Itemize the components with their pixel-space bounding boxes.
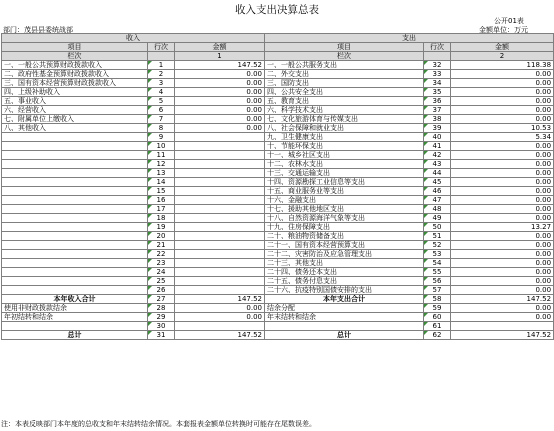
expense-amount-cell[interactable]: 118.38 [451, 61, 554, 70]
expense-amount-cell[interactable]: 0.00 [451, 277, 554, 286]
income-item-cell[interactable] [2, 196, 148, 205]
income-amount-cell[interactable] [175, 205, 265, 214]
table-row [2, 268, 554, 277]
expense-amount-cell[interactable]: 0.00 [451, 313, 554, 322]
income-expense-table [1, 33, 554, 340]
table-row [2, 169, 554, 178]
income-item-cell[interactable] [2, 142, 148, 151]
expense-item-cell[interactable]: 二十四、债务还本支出 [265, 268, 424, 277]
income-lineno-cell[interactable]: 24 [148, 268, 175, 277]
expense-lineno-cell[interactable]: 58 [424, 295, 451, 304]
income-amount-cell[interactable] [175, 250, 265, 259]
income-lineno-cell[interactable]: 3 [148, 79, 175, 88]
expense-lineno-cell[interactable]: 50 [424, 223, 451, 232]
income-amount-cell[interactable] [175, 259, 265, 268]
table-row [2, 295, 554, 304]
expense-item-cell[interactable]: 二十、粮油物资储备支出 [265, 232, 424, 241]
expense-amount-cell[interactable]: 0.00 [451, 241, 554, 250]
income-lineno-cell[interactable]: 13 [148, 169, 175, 178]
income-amount-cell[interactable]: 0.00 [175, 304, 265, 313]
income-lanci-label[interactable]: 栏次 [2, 52, 148, 61]
income-item-cell[interactable] [2, 205, 148, 214]
expense-lanci-label[interactable]: 栏次 [265, 52, 424, 61]
income-amount-cell[interactable]: 147.52 [175, 295, 265, 304]
table-row [2, 286, 554, 295]
expense-item-cell[interactable]: 十五、商业服务业等支出 [265, 187, 424, 196]
expense-lineno-cell[interactable]: 40 [424, 133, 451, 142]
table-row [2, 115, 554, 124]
expense-item-cell[interactable]: 年末结转和结余 [265, 313, 424, 322]
expense-item-cell[interactable]: 六、科学技术支出 [265, 106, 424, 115]
expense-lineno-cell[interactable]: 47 [424, 196, 451, 205]
income-lineno-header[interactable]: 行次 [148, 43, 175, 52]
income-lineno-cell[interactable]: 22 [148, 250, 175, 259]
expense-lineno-cell[interactable]: 46 [424, 187, 451, 196]
expense-item-cell[interactable]: 二十六、抗疫特别国债安排的支出 [265, 286, 424, 295]
table-row [2, 151, 554, 160]
income-lineno-cell[interactable]: 21 [148, 241, 175, 250]
table-row [2, 250, 554, 259]
income-item-cell[interactable]: 使用非财政拨款结余 [2, 304, 148, 313]
table-row [2, 106, 554, 115]
income-item-cell[interactable] [2, 268, 148, 277]
income-lineno-cell[interactable]: 17 [148, 205, 175, 214]
table-row [2, 196, 554, 205]
income-lineno-cell[interactable]: 2 [148, 70, 175, 79]
expense-amount-cell[interactable]: 0.00 [451, 115, 554, 124]
income-lineno-cell[interactable]: 19 [148, 223, 175, 232]
expense-lineno-cell[interactable]: 61 [424, 322, 451, 331]
income-lineno-cell[interactable]: 6 [148, 106, 175, 115]
income-item-cell[interactable] [2, 214, 148, 223]
expense-amount-cell[interactable]: 0.00 [451, 106, 554, 115]
expense-amount-cell[interactable]: 147.52 [451, 331, 554, 340]
income-amount-cell[interactable]: 147.52 [175, 331, 265, 340]
expense-lineno-cell[interactable]: 52 [424, 241, 451, 250]
table-row [2, 160, 554, 169]
table-row [2, 133, 554, 142]
income-amount-cell[interactable] [175, 169, 265, 178]
income-lineno-cell[interactable]: 16 [148, 196, 175, 205]
table-row [2, 124, 554, 133]
department-name: 茂县县委统战部 [24, 26, 73, 34]
expense-item-cell[interactable]: 二十二、灾害防治及应急管理支出 [265, 250, 424, 259]
expense-amount-cell[interactable] [451, 322, 554, 331]
expense-item-cell[interactable]: 二十五、债务付息支出 [265, 277, 424, 286]
expense-amount-cell[interactable]: 13.27 [451, 223, 554, 232]
income-amount-cell[interactable] [175, 196, 265, 205]
expense-amount-cell[interactable]: 0.00 [451, 196, 554, 205]
table-row [2, 223, 554, 232]
expense-lineno-cell[interactable]: 57 [424, 286, 451, 295]
expense-amount-cell[interactable]: 0.00 [451, 70, 554, 79]
income-lineno-cell[interactable]: 28 [148, 304, 175, 313]
expense-item-cell[interactable]: 十九、住房保障支出 [265, 223, 424, 232]
income-lanci-blank[interactable] [148, 52, 175, 61]
expense-lineno-cell[interactable]: 37 [424, 106, 451, 115]
income-item-cell[interactable] [2, 133, 148, 142]
expense-item-cell[interactable] [265, 322, 424, 331]
income-item-cell[interactable] [2, 250, 148, 259]
income-lineno-cell[interactable]: 14 [148, 178, 175, 187]
expense-lineno-cell[interactable]: 33 [424, 70, 451, 79]
expense-item-header[interactable]: 项目 [265, 43, 424, 52]
income-amount-cell[interactable] [175, 232, 265, 241]
expense-amount-cell[interactable]: 10.53 [451, 124, 554, 133]
expense-item-cell[interactable]: 本年支出合计 [265, 295, 424, 304]
income-item-cell[interactable] [2, 286, 148, 295]
table-row [2, 187, 554, 196]
table-row [2, 232, 554, 241]
income-item-cell[interactable]: 七、附属单位上缴收入 [2, 115, 148, 124]
table-row [2, 241, 554, 250]
expense-lineno-cell[interactable]: 32 [424, 61, 451, 70]
expense-item-cell[interactable]: 十四、资源勘探工业信息等支出 [265, 178, 424, 187]
expense-item-cell[interactable]: 二、外交支出 [265, 70, 424, 79]
expense-amount-cell[interactable]: 147.52 [451, 295, 554, 304]
income-lineno-cell[interactable]: 9 [148, 133, 175, 142]
income-lineno-cell[interactable]: 4 [148, 88, 175, 97]
expense-item-cell[interactable]: 七、文化旅游体育与传媒支出 [265, 115, 424, 124]
income-item-header[interactable]: 项目 [2, 43, 148, 52]
income-amount-cell[interactable] [175, 322, 265, 331]
expense-item-cell[interactable]: 十七、援助其他地区支出 [265, 205, 424, 214]
income-item-cell[interactable]: 四、上级补助收入 [2, 88, 148, 97]
income-item-cell[interactable]: 二、政府性基金预算财政拨款收入 [2, 70, 148, 79]
expense-item-cell[interactable]: 十、节能环保支出 [265, 142, 424, 151]
income-lineno-cell[interactable]: 27 [148, 295, 175, 304]
income-amount-cell[interactable] [175, 241, 265, 250]
income-amount-cell[interactable] [175, 142, 265, 151]
table-row [2, 313, 554, 322]
income-lineno-cell[interactable]: 29 [148, 313, 175, 322]
expense-item-cell[interactable]: 十八、自然资源海洋气象等支出 [265, 214, 424, 223]
expense-amount-cell[interactable]: 0.00 [451, 268, 554, 277]
table-row [2, 322, 554, 331]
table-row [2, 331, 554, 340]
expense-lineno-cell[interactable]: 34 [424, 79, 451, 88]
expense-item-cell[interactable]: 总计 [265, 331, 424, 340]
income-item-cell[interactable]: 五、事业收入 [2, 97, 148, 106]
expense-amount-cell[interactable]: 0.00 [451, 151, 554, 160]
income-amount-cell[interactable] [175, 187, 265, 196]
table-row [2, 259, 554, 268]
income-lineno-cell[interactable]: 30 [148, 322, 175, 331]
expense-amount-cell[interactable]: 0.00 [451, 232, 554, 241]
income-item-cell[interactable] [2, 322, 148, 331]
income-amount-cell[interactable] [175, 286, 265, 295]
expense-lineno-cell[interactable]: 38 [424, 115, 451, 124]
income-item-cell[interactable]: 六、经营收入 [2, 106, 148, 115]
expense-lineno-cell[interactable]: 39 [424, 124, 451, 133]
expense-amount-cell[interactable]: 0.00 [451, 250, 554, 259]
expense-item-cell[interactable]: 九、卫生健康支出 [265, 133, 424, 142]
income-lineno-cell[interactable]: 31 [148, 331, 175, 340]
expense-lineno-cell[interactable]: 48 [424, 205, 451, 214]
expense-amount-cell[interactable]: 0.00 [451, 205, 554, 214]
expense-item-cell[interactable]: 二十三、其他支出 [265, 259, 424, 268]
amount-unit: 金额单位：万元 [479, 26, 528, 34]
income-lineno-cell[interactable]: 8 [148, 124, 175, 133]
income-item-cell[interactable]: 总计 [2, 331, 148, 340]
form-code: 公开01表 [494, 17, 524, 25]
income-amount-cell[interactable] [175, 268, 265, 277]
expense-item-cell[interactable]: 三、国防支出 [265, 79, 424, 88]
expense-amount-cell[interactable]: 0.00 [451, 88, 554, 97]
income-item-cell[interactable]: 年初结转和结余 [2, 313, 148, 322]
expense-lineno-cell[interactable]: 41 [424, 142, 451, 151]
expense-lineno-cell[interactable]: 36 [424, 97, 451, 106]
income-lineno-cell[interactable]: 10 [148, 142, 175, 151]
income-lineno-cell[interactable]: 1 [148, 61, 175, 70]
income-lineno-cell[interactable]: 5 [148, 97, 175, 106]
expense-amount-cell[interactable]: 0.00 [451, 214, 554, 223]
income-lineno-cell[interactable]: 15 [148, 187, 175, 196]
expense-item-cell[interactable]: 八、社会保障和就业支出 [265, 124, 424, 133]
expense-lineno-cell[interactable]: 55 [424, 268, 451, 277]
income-amount-cell[interactable]: 0.00 [175, 115, 265, 124]
expense-amount-cell[interactable]: 0.00 [451, 259, 554, 268]
expense-lineno-cell[interactable]: 42 [424, 151, 451, 160]
header-row-lanci [2, 52, 554, 61]
expense-col-number[interactable]: 2 [451, 52, 554, 61]
expense-item-cell[interactable]: 十三、交通运输支出 [265, 169, 424, 178]
table-row [2, 178, 554, 187]
income-item-cell[interactable] [2, 187, 148, 196]
income-item-cell[interactable] [2, 151, 148, 160]
expense-item-cell[interactable]: 一、一般公共服务支出 [265, 61, 424, 70]
income-amount-cell[interactable] [175, 151, 265, 160]
income-amount-cell[interactable] [175, 178, 265, 187]
expense-header[interactable]: 支出 [265, 34, 554, 43]
income-item-cell[interactable]: 三、国有资本经营预算财政拨款收入 [2, 79, 148, 88]
expense-lineno-header[interactable]: 行次 [424, 43, 451, 52]
table-row [2, 97, 554, 106]
expense-item-cell[interactable]: 二十一、国有资本经营预算支出 [265, 241, 424, 250]
header-row-section [2, 34, 554, 43]
income-lineno-cell[interactable]: 20 [148, 232, 175, 241]
expense-lineno-cell[interactable]: 60 [424, 313, 451, 322]
income-item-cell[interactable] [2, 259, 148, 268]
expense-amount-cell[interactable]: 0.00 [451, 169, 554, 178]
expense-lanci-blank[interactable] [424, 52, 451, 61]
income-amount-cell[interactable]: 0.00 [175, 124, 265, 133]
expense-lineno-cell[interactable]: 62 [424, 331, 451, 340]
expense-lineno-cell[interactable]: 54 [424, 259, 451, 268]
page-title: 收入支出决算总表 [235, 4, 319, 16]
expense-item-cell[interactable]: 五、教育支出 [265, 97, 424, 106]
expense-item-cell[interactable]: 四、公共安全支出 [265, 88, 424, 97]
income-item-cell[interactable] [2, 178, 148, 187]
header-row-columns [2, 43, 554, 52]
expense-item-cell[interactable]: 结余分配 [265, 304, 424, 313]
table-row [2, 61, 554, 70]
income-item-cell[interactable]: 本年收入合计 [2, 295, 148, 304]
income-lineno-cell[interactable]: 7 [148, 115, 175, 124]
expense-lineno-cell[interactable]: 49 [424, 214, 451, 223]
table-row [2, 70, 554, 79]
expense-item-cell[interactable]: 十一、城乡社区支出 [265, 151, 424, 160]
table-row [2, 304, 554, 313]
income-amount-cell[interactable] [175, 223, 265, 232]
expense-amount-cell[interactable]: 0.00 [451, 304, 554, 313]
table-row [2, 277, 554, 286]
expense-lineno-cell[interactable]: 51 [424, 232, 451, 241]
income-item-cell[interactable] [2, 232, 148, 241]
table-row [2, 79, 554, 88]
income-amount-cell[interactable] [175, 133, 265, 142]
expense-lineno-cell[interactable]: 59 [424, 304, 451, 313]
expense-amount-cell[interactable]: 0.00 [451, 97, 554, 106]
income-col-number[interactable]: 1 [175, 52, 265, 61]
income-amount-cell[interactable] [175, 160, 265, 169]
income-lineno-cell[interactable]: 26 [148, 286, 175, 295]
expense-amount-cell[interactable]: 0.00 [451, 286, 554, 295]
expense-lineno-cell[interactable]: 35 [424, 88, 451, 97]
income-lineno-cell[interactable]: 23 [148, 259, 175, 268]
income-amount-cell[interactable] [175, 214, 265, 223]
income-amount-header[interactable]: 金额 [175, 43, 265, 52]
expense-lineno-cell[interactable]: 43 [424, 160, 451, 169]
income-amount-cell[interactable]: 147.52 [175, 61, 265, 70]
income-amount-cell[interactable]: 0.00 [175, 79, 265, 88]
expense-lineno-cell[interactable]: 44 [424, 169, 451, 178]
income-item-cell[interactable] [2, 277, 148, 286]
income-item-cell[interactable] [2, 223, 148, 232]
income-header[interactable]: 收入 [2, 34, 265, 43]
income-item-cell[interactable]: 一、一般公共预算财政拨款收入 [2, 61, 148, 70]
table-row [2, 214, 554, 223]
income-item-cell[interactable] [2, 241, 148, 250]
expense-lineno-cell[interactable]: 56 [424, 277, 451, 286]
expense-amount-cell[interactable]: 0.00 [451, 160, 554, 169]
expense-item-cell[interactable]: 十二、农林水支出 [265, 160, 424, 169]
income-item-cell[interactable]: 八、其他收入 [2, 124, 148, 133]
expense-item-cell[interactable]: 十六、金融支出 [265, 196, 424, 205]
income-amount-cell[interactable] [175, 277, 265, 286]
footnote: 注：本表反映部门本年度的总收支和年末结转结余情况。本套报表金额单位转换时可能存在尾数误差。 [1, 420, 316, 428]
income-lineno-cell[interactable]: 12 [148, 160, 175, 169]
income-lineno-cell[interactable]: 11 [148, 151, 175, 160]
table-row [2, 142, 554, 151]
table-row [2, 205, 554, 214]
table-row [2, 88, 554, 97]
expense-lineno-cell[interactable]: 53 [424, 250, 451, 259]
income-amount-cell[interactable]: 0.00 [175, 88, 265, 97]
expense-amount-cell[interactable]: 0.00 [451, 79, 554, 88]
income-amount-cell[interactable]: 0.00 [175, 70, 265, 79]
income-item-cell[interactable] [2, 169, 148, 178]
income-amount-cell[interactable]: 0.00 [175, 97, 265, 106]
income-lineno-cell[interactable]: 18 [148, 214, 175, 223]
income-amount-cell[interactable]: 0.00 [175, 106, 265, 115]
expense-amount-cell[interactable]: 5.34 [451, 133, 554, 142]
department-label: 部门： [3, 26, 24, 34]
expense-amount-cell[interactable]: 0.00 [451, 142, 554, 151]
income-item-cell[interactable] [2, 160, 148, 169]
expense-amount-cell[interactable]: 0.00 [451, 187, 554, 196]
expense-amount-header[interactable]: 金额 [451, 43, 554, 52]
income-lineno-cell[interactable]: 25 [148, 277, 175, 286]
income-amount-cell[interactable]: 0.00 [175, 313, 265, 322]
expense-lineno-cell[interactable]: 45 [424, 178, 451, 187]
expense-amount-cell[interactable]: 0.00 [451, 178, 554, 187]
